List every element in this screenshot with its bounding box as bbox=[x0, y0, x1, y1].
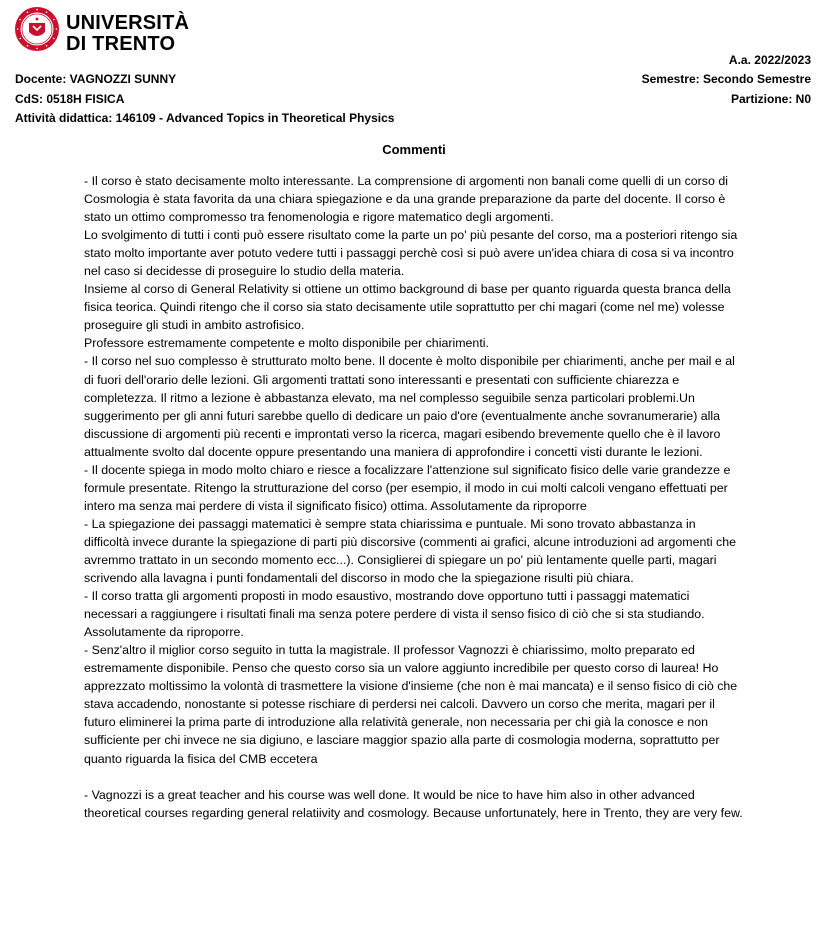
university-seal-icon bbox=[14, 6, 60, 52]
comment-paragraph: - Vagnozzi is a great teacher and his course was well done. It would be nice to have him also in other advanced theoretical courses regarding general relatiivity and cosmology. Because unfortunately, here in Trento, they are very few. bbox=[84, 787, 743, 820]
comment-paragraph: - Il corso è stato decisamente molto interessante. La comprensione di argomenti non banali come quelli di un corso di Cosmologia è stata favorita da una chiara spiegazione e da una grande preparazione da parte del docente. Il corso è stato un ottimo compromesso tra fenomenologia e rigore matematico degli argomenti. bbox=[84, 174, 728, 225]
comment-paragraph: Insieme al corso di General Relativity si ottiene un ottimo background di base per quanto riguarda questa branca della fisica teorica. Quindi ritengo che il corso sia stato decisamente utile soprattutto per chi magari (come nel me) volesse proseguire gli studi in ambito astrofisico. bbox=[84, 282, 731, 333]
section-title: Commenti bbox=[382, 142, 446, 157]
university-logo bbox=[14, 6, 190, 58]
university-name-line1: UNIVERSITÀ bbox=[66, 12, 190, 34]
teaching-activity: Attività didattica: 146109 - Advanced Topics in Theoretical Physics bbox=[15, 111, 395, 125]
university-name-line2: DI TRENTO bbox=[66, 33, 176, 55]
semester: Semestre: Secondo Semestre bbox=[641, 72, 811, 86]
comment-paragraph: - La spiegazione dei passaggi matematici è sempre stata chiarissima e puntuale. Mi sono trovato abbastanza in difficoltà invece durante la spiegazione di parti più discorsive (commenti ai grafici, alcune introduzioni ad argomenti che avremmo trattato in un secondo momento ecc...). Consiglierei di spiegare un po' più lentamente quelle parti, magari scrivendo alla lavagna i punti fondamentali del discorso in modo che la spiegazione risulti più chiara. bbox=[84, 516, 737, 586]
comment-paragraph: Professore estremamente competente e molto disponibile per chiarimenti. bbox=[84, 336, 489, 351]
partition: Partizione: N0 bbox=[730, 92, 811, 106]
comment-paragraph: - Il corso tratta gli argomenti proposti in modo esaustivo, mostrando dove opportuno tutti i passaggi matematici necessari a raggiungere i risultati finali ma senza potere perdere di vista il senso fisico di ciò che si sta studiando. Assolutamente da riproporre. bbox=[84, 589, 705, 640]
comment-paragraph: Lo svolgimento di tutti i conti può essere risultato come la parte un po' più pesante del corso, ma a posteriori ritengo sia stato molto importante aver potuto vedere tutti i passaggi perchè così si può avere un'idea chiara di cosa si va incontro nel caso si decidesse di proseguire lo studio della materia. bbox=[84, 228, 738, 279]
degree-course: CdS: 0518H FISICA bbox=[15, 92, 125, 106]
teacher-name: Docente: VAGNOZZI SUNNY bbox=[15, 72, 177, 86]
academic-year: A.a. 2022/2023 bbox=[728, 53, 811, 67]
comment-paragraph: - Senz'altro il miglior corso seguito in tutta la magistrale. Il professor Vagnozzi è chiarissimo, molto preparato ed estremamente disponibile. Penso che questo corso sia un valore aggiunto incredibile per questo corso di laurea! Ho apprezzato moltissimo la volontà di trasmettere la visione d'insieme (che non è mai mancata) e il senso fisico di ciò che stava accadendo, nonostante si potesse rischiare di perdersi nei calcoli. Davvero un corso che merita, magari per il futuro eliminerei la prima parte di introduzione alla relatività generale, non necessaria per chi già la conosce e non sufficiente per chi invece ne sia digiuno, e lasciare maggior spazio alla parte di cosmologia moderna, soprattutto per quanto riguarda la fisica del CMB eccetera bbox=[84, 643, 738, 766]
comments-list bbox=[84, 172, 744, 822]
comment-paragraph: - Il docente spiega in modo molto chiaro e riesce a focalizzare l'attenzione sul significato fisico delle varie grandezze e formule presentate. Ritengo la strutturazione del corso (per esempio, il modo in cui molti calcoli vengano effettuati per intero ma senza mai perdere di vista il significato fisico) ottima. Assolutamente da riproporre bbox=[84, 462, 731, 513]
comment-paragraph: - Il corso nel suo complesso è strutturato molto bene. Il docente è molto disponibile per chiarimenti, anche per mail e al di fuori dell'orario delle lezioni. Gli argomenti trattati sono interessanti e presentati con sufficiente chiarezza e completezza. Il ritmo a lezione è abbastanza elevato, ma nel complesso seguibile senza particolari problemi.Un suggerimento per gli anni futuri sarebbe quello di dedicare un paio d'ore (eventualmente anche sovranumerarie) alla discussione di argomenti più recenti e improntati verso la ricerca, magari esibendo brevemente quello che è il lavoro attualmente svolto dal docente oppure presentando una maniera di approfondire i concetti visti durante le lezioni. bbox=[84, 354, 735, 459]
